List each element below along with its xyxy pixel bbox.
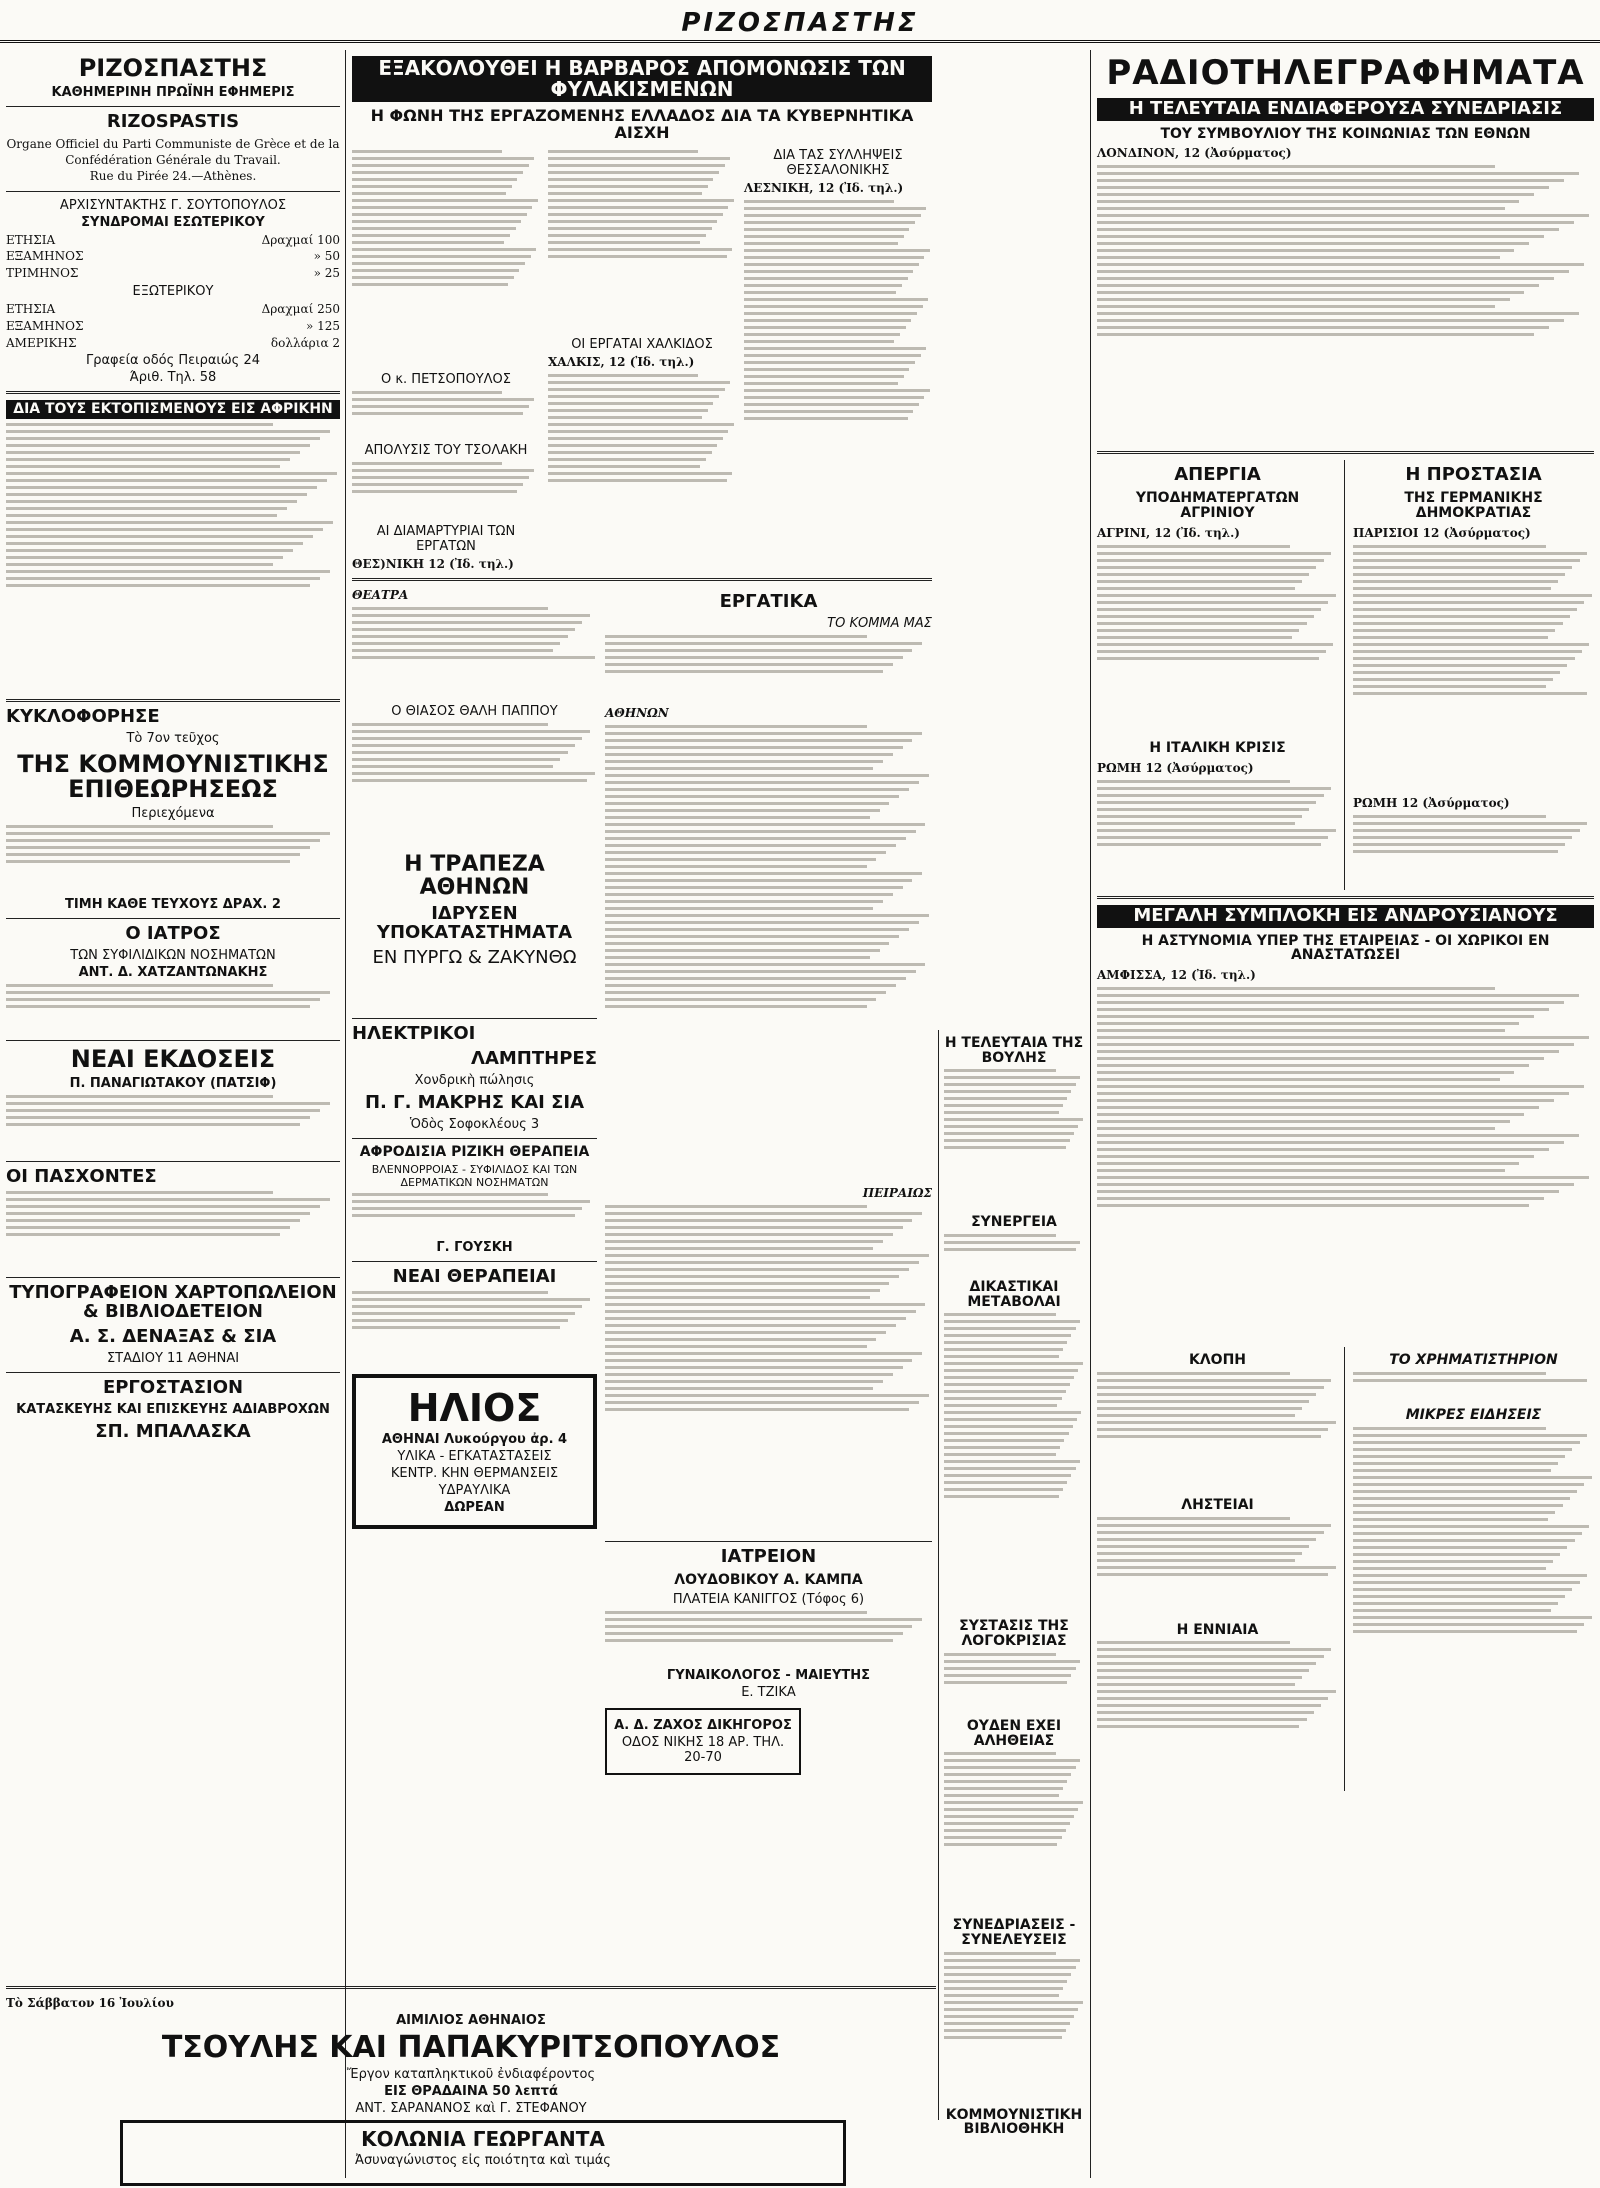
printshop-address: ΣΤΑΔΙΟΥ 11 ΑΘΗΝΑΙ: [106, 1351, 240, 1367]
subscription-row: ΑΜΕΡΙΚΗΣ δολλάρια 2: [6, 335, 340, 350]
new-treatments-heading: ΝΕΑΙ ΘΕΡΑΠΕΙΑΙ: [392, 1266, 557, 1288]
factory-heading: ΕΡΓΟΣΤΑΣΙΟΝ: [102, 1377, 244, 1399]
short-news-heading: ΜΙΚΡΕΣ ΕΙΔΗΣΕΙΣ: [1405, 1406, 1542, 1423]
ilios-address: ΑΘΗΝΑΙ Λυκούργου ἀρ. 4: [381, 1432, 568, 1448]
divider: [6, 391, 340, 394]
paper-title: ΡΙΖΟΣΠΑΣΤΗΣ: [78, 54, 268, 82]
divider: [352, 1138, 597, 1139]
divider: [6, 1372, 340, 1373]
subscriptions-abroad-heading: ΕΞΩΤΕΡΙΚΟΥ: [132, 284, 214, 300]
office-address: Γραφεία οδός Πειραιώς 24: [85, 353, 260, 369]
communist-review-title: ΤΗΣ ΚΟΜΜΟΥΝΙΣΤΙΚΗΣ ΕΠΙΘΕΩΡΗΣΕΩΣ: [17, 750, 329, 804]
cure-subheading: ΒΛΕΝΝΟΡΡΟΙΑΣ - ΣΥΦΙΛΙΔΟΣ ΚΑΙ ΤΩΝ ΔΕΡΜΑΤΙΚΩΝ ΝΟΣΗΜΑΤΩΝ: [371, 1163, 578, 1190]
factory-name: ΣΠ. ΜΠΑΛΑΣΚΑ: [95, 1420, 251, 1442]
lawyer-name: Α. Δ. ΖΑΧΟΣ ΔΙΚΗΓΟΡΟΣ: [614, 1717, 792, 1733]
lower-right-row: [1097, 1347, 1594, 1791]
main-subheadline: Η ΦΩΝΗ ΤΗΣ ΕΡΓΑΖΟΜΕΝΗΣ ΕΛΛΑΔΟΣ ΔΙΑ ΤΑ ΚΥΒΕΡΝΗΤΙΚΑ ΑΙΣΧΗ: [370, 106, 914, 142]
divider: [6, 1161, 340, 1162]
doctor-heading: Ο ΙΑΤΡΟΣ: [125, 923, 221, 945]
ticket-info: ΕΙΣ ΘΡΑΔΑΙΝΑ 50 λεπτά: [384, 2084, 558, 2100]
play-description: Ἔργον καταπληκτικοῦ ἐνδιαφέροντος: [346, 2067, 596, 2083]
subscription-row: ΕΞΑΜΗΝΟΣ » 50: [6, 249, 340, 264]
strike-protection-row: [1097, 460, 1594, 889]
electric-heading: ΗΛΕΚΤΡΙΚΟΙ: [352, 1022, 476, 1044]
radio-headline: ΡΑΔΙΟΤΗΛΕΓΡΑΦΗΜΑΤΑ: [1106, 53, 1585, 93]
publisher-name: Π. ΠΑΝΑΓΙΩΤΑΚΟΥ (ΠΑΤΣΙΦ): [69, 1076, 277, 1092]
labor-heading: ΕΡΓΑΤΙΚΑ: [719, 590, 818, 612]
middle-ads-row: [352, 587, 932, 1783]
clinic-heading: ΙΑΤΡΕΙΟΝ: [720, 1546, 817, 1568]
clinic-doctor: ΛΟΥΔΟΒΙΚΟΥ Α. ΚΑΜΠΑ: [674, 1571, 863, 1588]
sufferers-body: [6, 1191, 340, 1271]
our-party-heading: ΤΟ ΚΟΜΜΑ ΜΑΣ: [827, 615, 932, 631]
headline-circulated: ΚΥΚΛΟΦΟΡΗΣΕ: [6, 706, 160, 728]
page-masthead: ΡΙΖΟΣΠΑΣΤΗΣ: [681, 8, 919, 38]
piraeus-heading: ΠΕΙΡΑΙΩΣ: [862, 1185, 932, 1200]
column-rule-1: [345, 50, 346, 2178]
clash-headline: ΜΕΓΑΛΗ ΣΥΜΠΛΟΚΗ ΕΙΣ ΑΝΔΡΟΥΣΙΑΝΟΥΣ: [1097, 905, 1594, 928]
rome-dateline-2: ΡΩΜΗ 12 (Ἀσύρματος): [1353, 795, 1510, 810]
main-story-body: [352, 150, 540, 370]
robberies-heading: ΛΗΣΤΕΙΑΙ: [1181, 1496, 1254, 1513]
editor-in-chief: ΑΡΧΙΣΥΝΤΑΚΤΗΣ Γ. ΣΟΥΤΟΠΟΥΛΟΣ: [59, 197, 287, 213]
column-rule-2: [1090, 50, 1091, 2178]
new-editions-heading: ΝΕΑΙ ΕΚΔΟΣΕΙΣ: [70, 1045, 276, 1074]
doctor-ad-body: [6, 984, 340, 1034]
printshop-heading: ΤΥΠΟΓΡΑΦΕΙΟΝ ΧΑΡΤΟΠΩΛΕΙΟΝ & ΒΙΒΛΙΟΔΕΤΕΙΟΝ: [9, 1282, 337, 1323]
lawyer-ad: [605, 1708, 801, 1775]
thessaloniki-arrests-heading: ΔΙΑ ΤΑΣ ΣΥΛΛΗΨΕΙΣ ΘΕΣΣΑΛΟΝΙΚΗΣ: [773, 147, 903, 178]
actors-names: ΤΣΟΥΛΗΣ ΚΑΙ ΠΑΠΑΚΥΡΙΤΣΟΠΟΥΛΟΣ: [161, 2030, 781, 2066]
issue-price: ΤΙΜΗ ΚΑΘΕ ΤΕΥΧΟΥΣ ΔΡΑΧ. 2: [65, 897, 281, 913]
center-left-column: [352, 50, 932, 1970]
cologne-title: ΚΟΛΩΝΙΑ ΓΕΩΡΓΑΝΤΑ: [361, 2127, 605, 2151]
strike-heading: ΑΠΕΡΓΙΑ: [1174, 464, 1261, 486]
headline-exiled: ΔΙΑ ΤΟΥΣ ΕΚΤΟΠΙΣΜΕΝΟΥΣ ΕΙΣ ΑΦΡΙΚΗΝ: [6, 400, 340, 419]
league-subheadline: ΤΟΥ ΣΥΜΒΟΥΛΙΟΥ ΤΗΣ ΚΟΙΝΩΝΙΑΣ ΤΩΝ ΕΘΝΩΝ: [1160, 125, 1531, 142]
ilios-item: ΥΛΙΚΑ - ΕΓΚΑΤΑΣΤΑΣΕΙΣ: [397, 1449, 552, 1465]
halkida-workers-heading: ΟΙ ΕΡΓΑΤΑΙ ΧΑΛΚΙΔΟΣ: [571, 336, 713, 352]
paper-subtitle: ΚΑΘΗΜΕΡΙΝΗ ΠΡΩΪΝΗ ΕΦΗΜΕΡΙΣ: [51, 85, 295, 101]
ilios-name: ΗΛΙΟΣ: [407, 1386, 542, 1431]
cologne-tagline: Ἀσυναγώνιστος εἰς ποιότητα καὶ τιμάς: [355, 2153, 611, 2168]
protection-subheading: ΤΗΣ ΓΕΡΜΑΝΙΚΗΣ ΔΗΜΟΚΡΑΤΙΑΣ: [1404, 490, 1543, 522]
divider: [6, 918, 340, 919]
radio-subheadline: Η ΤΕΛΕΥΤΑΙΑ ΕΝΔΙΑΦΕΡΟΥΣΑ ΣΥΝΕΔΡΙΑΣΙΣ: [1097, 98, 1594, 121]
gynecologist-heading: ΓΥΝΑΙΚΟΛΟΓΟΣ - ΜΑΙΕΥΤΗΣ: [666, 1667, 871, 1683]
release-heading: ΑΠΟΛΥΣΙΣ ΤΟΥ ΤΣΟΛΑΚΗ: [364, 442, 528, 458]
bank-locations: ΕΝ ΠΥΡΓΩ & ΖΑΚΥΝΘΩ: [372, 946, 577, 968]
cure-heading: ΑΦΡΟΔΙΣΙΑ ΡΙΖΙΚΗ ΘΕΡΑΠΕΙΑ: [359, 1143, 590, 1160]
gynecologist-name: Ε. ΤΖΙΚΑ: [741, 1684, 796, 1700]
ads-column: [352, 587, 597, 1783]
scenography-credits: ΑΝΤ. ΣΑΡΑΝΑΝΟΣ καὶ Γ. ΣΤΕΦΑΝΟΥ: [355, 2101, 587, 2117]
printshop-name: Α. Σ. ΔΕΝΑΞΑΣ & ΣΙΑ: [69, 1326, 277, 1348]
latin-title: RIZOSPASTIS: [106, 111, 240, 133]
office-telephone: Άριθ. Τηλ. 58: [129, 370, 217, 386]
theatres-heading: ΘΕΑΤΡΑ: [352, 587, 409, 602]
cologne-ad: [120, 2120, 846, 2186]
right-column: [1097, 50, 1594, 2180]
bank-branches: ΙΔΡΥΣΕΝ ΥΠΟΚΑΤΑΣΤΗΜΑΤΑ: [376, 903, 573, 944]
contents-label: Περιεχόμενα: [131, 806, 215, 822]
column-rule-mid: [938, 1030, 939, 2120]
protection-heading: Η ΠΡΟΣΤΑΣΙΑ: [1405, 464, 1542, 486]
ilios-item: ΥΔΡΑΥΛΙΚΑ: [438, 1483, 511, 1499]
paris-dateline: ΠΑΡΙΣΙΟΙ 12 (Ἀσύρματος): [1353, 525, 1531, 540]
subscription-row: ΕΤΗΣΙΑ Δραχμαί 250: [6, 302, 340, 317]
lesniki-dateline: ΛΕΣΝΙΚΗ, 12 (Ἰδ. τηλ.): [744, 180, 904, 195]
divider: [6, 1986, 936, 1989]
lamps-address: Ὁδὸς Σοφοκλέους 3: [409, 1116, 540, 1132]
halkida-dateline: ΧΑΛΚΙΣ, 12 (Ἰδ. τηλ.): [548, 354, 695, 369]
main-headline: ΕΞΑΚΟΛΟΥΘΕΙ Η ΒΑΡΒΑΡΟΣ ΑΠΟΜΟΝΩΣΙΣ ΤΩΝ ΦΥΛΑΚΙΣΜΕΝΩΝ: [352, 56, 932, 102]
subscription-row: ΕΞΑΜΗΝΟΣ » 125: [6, 318, 340, 333]
left-column: [6, 50, 340, 2180]
london-dateline: ΛΟΝΔΙΝΟΝ, 12 (Ἀσύρματος): [1097, 146, 1292, 161]
meetings-heading: ΣΥΝΕΔΡΙΑΣΕΙΣ - ΣΥΝΕΛΕΥΣΕΙΣ: [952, 1917, 1076, 1948]
league-body: [1097, 165, 1594, 445]
troupe-heading: Ο ΘΙΑΣΟΣ ΘΑΛΗ ΠΑΠΠΟΥ: [391, 703, 558, 719]
clash-body: [1097, 987, 1594, 1347]
no-truth-heading: ΟΥΔΕΝ ΕΧΕΙ ΑΛΗΘΕΙΑΣ: [966, 1717, 1062, 1749]
divider: [6, 699, 340, 702]
subscriptions-inland-heading: ΣΥΝΔΡΟΜΑΙ ΕΣΩΤΕΡΙΚΟΥ: [81, 214, 265, 230]
lamps-wholesale: Χονδρικὴ πώλησις: [414, 1072, 535, 1088]
ilios-ad: [352, 1374, 597, 1529]
divider: [352, 578, 932, 581]
doctor-name: ΑΝΤ. Δ. ΧΑΤΖΑΝΤΩΝΑΚΗΣ: [78, 965, 268, 981]
lamps-heading: ΛΑΜΠΤΗΡΕΣ: [471, 1047, 597, 1069]
athens-heading: ΑΘΗΝΩΝ: [605, 705, 669, 720]
stock-exchange-heading: ΤΟ ΧΡΗΜΑΤΙΣΤΗΡΙΟΝ: [1389, 1352, 1558, 1369]
divider: [6, 106, 340, 107]
strike-subheading: ΥΠΟΔΗΜΑΤΕΡΓΑΤΩΝ ΑΓΡΙΝΙΟΥ: [1135, 490, 1300, 522]
divider: [605, 1541, 932, 1542]
lamps-company: Π. Γ. ΜΑΚΡΗΣ ΚΑΙ ΣΙΑ: [364, 1091, 585, 1113]
divider: [352, 1261, 597, 1262]
divider: [352, 1018, 597, 1019]
divider: [6, 191, 340, 192]
clinic-address: ΠΛΑΤΕΙΑ ΚΑΝΙΓΓΟΣ (Τόφος 6): [672, 1591, 865, 1607]
amfissa-dateline: ΑΜΦΙΣΣΑ, 12 (Ἰδ. τηλ.): [1097, 968, 1256, 983]
divider: [6, 1277, 340, 1278]
main-story-columns: [352, 146, 932, 572]
doctor-specialty: ΤΩΝ ΣΥΦΙΛΙΔΙΚΩΝ ΝΟΣΗΜΑΤΩΝ: [70, 948, 276, 964]
cure-doctor: Γ. ΓΟΥΣΚΗ: [436, 1240, 513, 1256]
subscription-row: ΕΤΗΣΙΑ Δραχμαί 100: [6, 232, 340, 247]
rome-dateline: ΡΩΜΗ 12 (Ἀσύρματος): [1097, 760, 1254, 775]
divider: [1097, 451, 1594, 454]
center-column: [944, 1030, 1084, 2138]
bank-name: Η ΤΡΑΠΕΖΑ ΑΘΗΝΩΝ: [404, 851, 545, 901]
address: Rue du Pirée 24.—Athènes.: [89, 169, 257, 184]
lawyer-address: ΟΔΟΣ ΝΙΚΗΣ 18 ΑΡ. ΤΗΛ. 20-70: [621, 1734, 785, 1765]
judicial-changes-heading: ΔΙΚΑΣΤΙΚΑΙ ΜΕΤΑΒΟΛΑΙ: [967, 1279, 1061, 1310]
divider: [1097, 896, 1594, 899]
communist-library-heading: ΚΟΜΜΟΥΝΙΣΤΙΚΗ ΒΙΒΛΙΟΘΗΚΗ: [945, 2106, 1083, 2138]
cooperation-heading: ΣΥΝΕΡΓΕΙΑ: [971, 1214, 1057, 1231]
clash-subheadline: Η ΑΣΤΥΝΟΜΙΑ ΥΠΕΡ ΤΗΣ ΕΤΑΙΡΕΙΑΣ - ΟΙ ΧΩΡΙΚΟΙ ΕΝ ΑΝΑΣΤΑΤΩΣΕΙ: [1141, 932, 1550, 964]
article-body: [6, 423, 340, 693]
censorship-heading: ΣΥΣΤΑΣΙΣ ΤΗΣ ΛΟΓΟΚΡΙΣΙΑΣ: [959, 1618, 1069, 1650]
labor-news-column: [605, 587, 932, 1783]
protests-heading: ΑΙ ΔΙΑΜΑΡΤΥΡΙΑΙ ΤΩΝ ΕΡΓΑΤΩΝ: [376, 523, 516, 554]
ilios-free: ΔΩΡΕΑΝ: [444, 1500, 505, 1516]
show-date: Τὸ Σάββατον 16 Ἰουλίου: [6, 1996, 174, 2010]
masthead-rule: [0, 40, 1600, 43]
ilios-item: ΚΕΝΤΡ. ΚΗΝ ΘΕΡΜΑΝΣΕΙΣ: [390, 1466, 559, 1482]
theft-heading: ΚΛΟΠΗ: [1188, 1352, 1247, 1369]
subscription-row: ΤΡΙΜΗΝΟΣ » 25: [6, 266, 340, 281]
petsopoulos-heading: Ο κ. ΠΕΤΣΟΠΟΥΛΟΣ: [381, 371, 511, 387]
factory-description: ΚΑΤΑΣΚΕΥΗΣ ΚΑΙ ΕΠΙΣΚΕΥΗΣ ΑΔΙΑΒΡΟΧΩΝ: [16, 1401, 330, 1417]
divider: [6, 1040, 340, 1041]
sufferers-heading: ΟΙ ΠΑΣΧΟΝΤΕΣ: [6, 1166, 157, 1188]
contents-list: [6, 825, 340, 895]
italian-crisis-heading: Η ΙΤΑΛΙΚΗ ΚΡΙΣΙΣ: [1149, 739, 1286, 756]
theatre-name: ΑΙΜΙΛΙΟΣ ΑΘΗΝΑΙΟΣ: [396, 2013, 546, 2029]
latin-description: Organe Officiel du Parti Communiste de Grèce et de la Confédération Générale du Travail.: [6, 137, 340, 168]
thessaloniki-dateline: ΘΕΣ)ΝΙΚΗ 12 (Ἰδ. τηλ.): [352, 556, 514, 571]
ennea-heading: Η ΕΝΝΙΑΙΑ: [1176, 1621, 1259, 1638]
editions-body: [6, 1095, 340, 1155]
parliament-heading: Η ΤΕΛΕΥΤΑΙΑ ΤΗΣ ΒΟΥΛΗΣ: [944, 1035, 1084, 1066]
agrinio-dateline: ΑΓΡΙΝΙ, 12 (Ἰδ. τηλ.): [1097, 525, 1240, 540]
issue-number: Τὸ 7ον τεῦχος: [126, 731, 220, 746]
